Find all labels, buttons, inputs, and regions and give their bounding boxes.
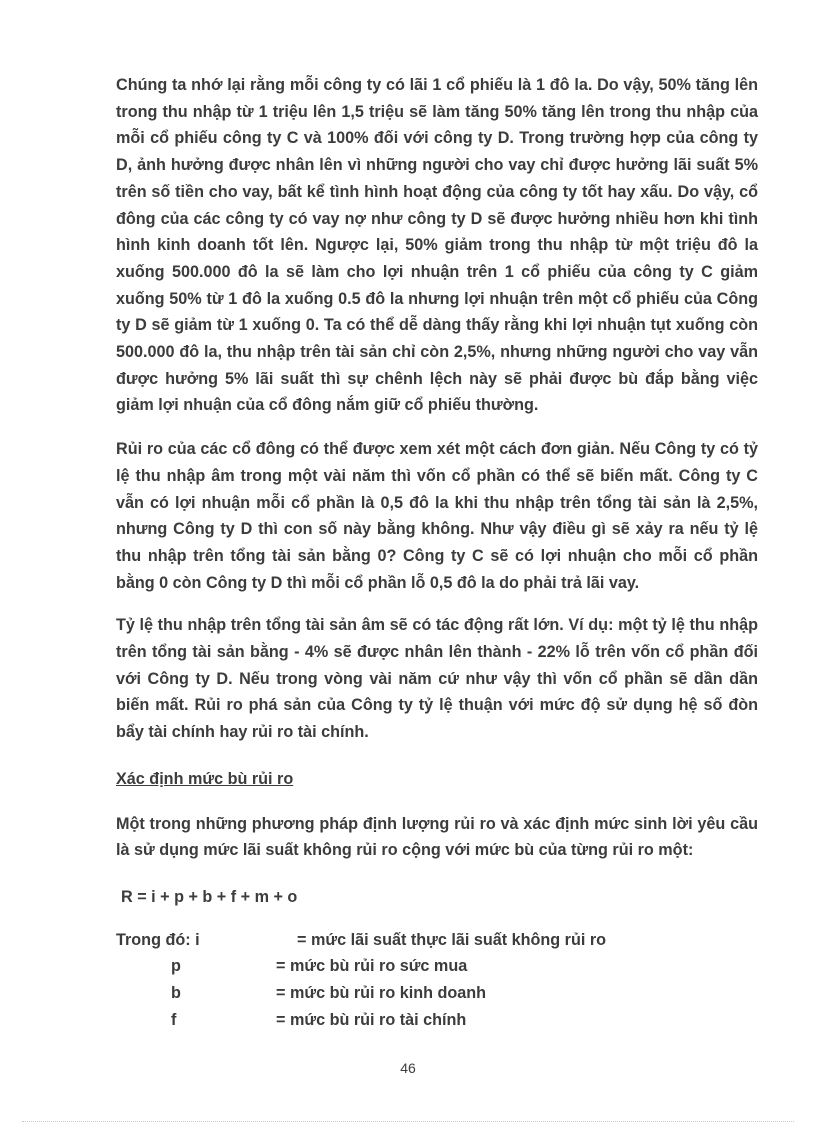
definition-row-f [116,1007,758,1034]
paragraph-negative-return: Tỷ lệ thu nhập trên tổng tài sản âm sẽ có tác động rất lớn. Ví dụ: một tỷ lệ thu nhập trên tổng tài sản bằng - 4% sẽ được nhân lên thành - 22% lỗ trên vốn cổ phần đối với Công ty D. Nếu trong vòng vài năm cứ như vậy thì vốn cổ phần sẽ dần dần biến mất. Rủi ro phá sản của Công ty tỷ lệ thuận với mức độ sử dụng hệ số đòn bẩy tài chính hay rủi ro tài chính. [116,616,758,742]
paragraph-risk-premium-method: Một trong những phương pháp định lượng rủi ro và xác định mức sinh lời yêu cầu là sử dụng mức lãi suất không rủi ro cộng với mức bù của từng rủi ro một: [116,814,758,860]
definition-desc: = mức lãi suất thực lãi suất không rủi ro [297,930,607,949]
definition-desc: = mức bù rủi ro tài chính [276,1010,467,1029]
definition-row-p [116,953,758,980]
page-number: 46 [400,1060,416,1076]
section-heading: Xác định mức bù rủi ro [116,769,294,788]
definition-row-b [116,980,758,1007]
paragraph-leverage-earnings: Chúng ta nhớ lại rằng mỗi công ty có lãi 1 cổ phiếu là 1 đô la. Do vậy, 50% tăng lên trong thu nhập từ 1 triệu lên 1,5 triệu sẽ làm tăng 50% tăng lên trong thu nhập của mỗi cổ phiếu công ty C và 100% đối với công ty D. Trong trường hợp của công ty D, ảnh hưởng được nhân lên vì những người cho vay chỉ được hưởng lãi suất 5% trên số tiền cho vay, bất kể tình hình hoạt động của công ty tốt hay xấu. Do vậy, cổ đông của các công ty có vay nợ như công ty D sẽ được hưởng nhiều hơn khi tình hình kinh doanh tốt lên. Ngược lại, 50% giảm trong thu nhập từ một triệu đô la xuống 500.000 đô la sẽ làm cho lợi nhuận trên 1 cổ phiếu của công ty C giảm xuống 50% từ 1 đô la xuống 0.5 đô la nhưng lợi nhuận trên một cổ phiếu của Công ty D sẽ giảm từ 1 xuống 0. Ta có thể dễ dàng thấy rằng khi lợi nhuận tụt xuống còn 500.000 đô la, thu nhập trên tài sản chỉ còn 2,5%, nhưng những người cho vay vẫn được hưởng 5% lãi suất thì sự chênh lệch này sẽ phải được bù đắp bằng việc giảm lợi nhuận của cổ đông nắm giữ cổ phiếu thường. [116,76,758,415]
definition-symbol: p [171,957,181,976]
definition-row-i [116,927,758,954]
definition-desc: = mức bù rủi ro kinh doanh [276,984,487,1003]
page-bottom-divider [22,1121,794,1122]
definition-symbol: b [171,984,181,1003]
risk-premium-formula: R = i + p + b + f + m + o [121,887,298,906]
definition-lead: Trong đó: i [116,930,200,949]
document-page [116,72,758,1033]
paragraph-shareholder-risk: Rủi ro của các cổ đông có thể được xem xét một cách đơn giản. Nếu Công ty có tỷ lệ thu nhập âm trong một vài năm thì vốn cổ phần có thể sẽ biến mất. Công ty C vẫn có lợi nhuận mỗi cổ phần là 0,5 đô la khi thu nhập trên tổng tài sản là 2,5%, nhưng Công ty D thì con số này bằng không. Như vậy điều gì sẽ xảy ra nếu tỷ lệ thu nhập trên tổng tài sản bằng 0? Công ty C sẽ có lợi nhuận cho mỗi cổ phần bằng 0 còn Công ty D thì mỗi cổ phần lỗ 0,5 đô la do phải trả lãi vay. [116,440,758,592]
definition-symbol: f [171,1010,177,1029]
definition-desc: = mức bù rủi ro sức mua [276,957,468,976]
